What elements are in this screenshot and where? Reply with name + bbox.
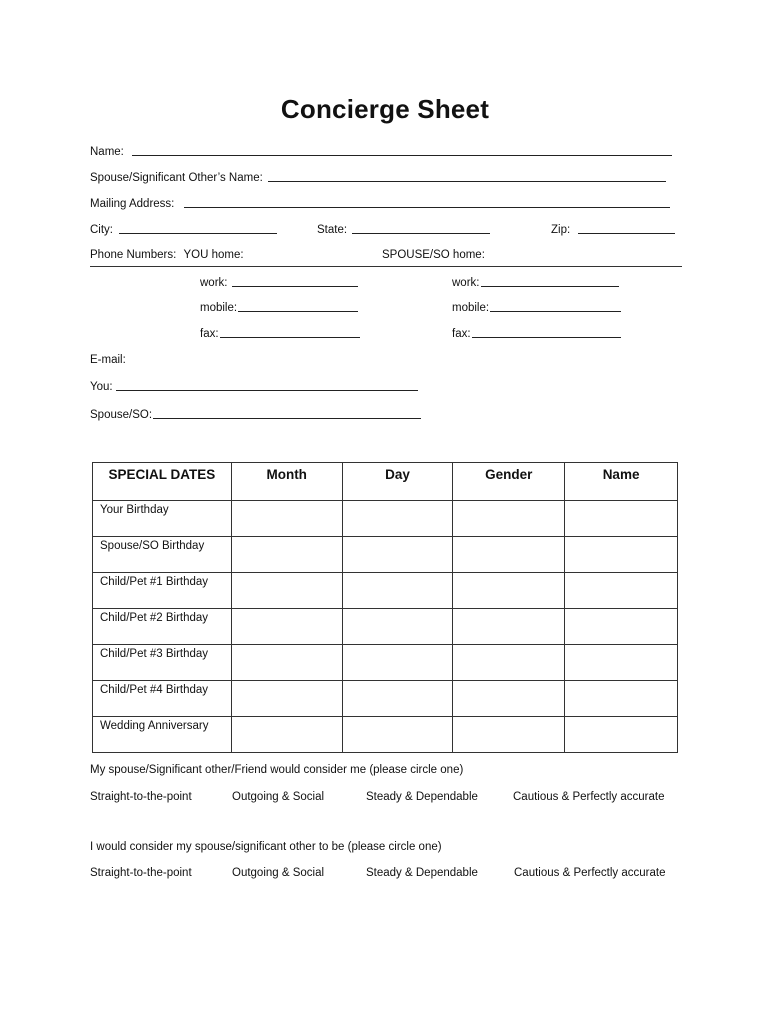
you-mobile-label: mobile: <box>200 302 238 314</box>
spouse-fax-label: fax: <box>452 328 471 340</box>
month-cell[interactable] <box>231 537 342 573</box>
q1-option-straight[interactable]: Straight-to-the-point <box>90 791 192 803</box>
city-label: City: <box>90 224 113 236</box>
question-1-prompt: My spouse/Significant other/Friend would consider me (please circle one) <box>90 764 464 776</box>
spouse-work-row <box>452 277 619 289</box>
spouse-fax-row <box>452 328 621 340</box>
you-work-input-line[interactable] <box>232 285 358 287</box>
day-cell[interactable] <box>342 681 453 717</box>
address-field-row <box>90 198 670 210</box>
city-input-line[interactable] <box>119 232 277 234</box>
header-special-dates: SPECIAL DATES <box>93 463 232 501</box>
phone-heading-row <box>90 249 244 261</box>
email-spouse-input-line[interactable] <box>153 417 421 419</box>
gender-cell[interactable] <box>453 717 565 753</box>
you-fax-label: fax: <box>200 328 219 340</box>
address-label: Mailing Address: <box>90 198 175 210</box>
row-label: Your Birthday <box>93 501 232 537</box>
table-row <box>93 501 678 537</box>
row-label: Child/Pet #2 Birthday <box>93 609 232 645</box>
day-cell[interactable] <box>342 573 453 609</box>
q2-option-steady[interactable]: Steady & Dependable <box>366 867 478 879</box>
spouse-work-label: work: <box>452 277 480 289</box>
spouse-home-label: SPOUSE/SO home: <box>382 249 485 261</box>
q1-option-steady[interactable]: Steady & Dependable <box>366 791 478 803</box>
you-mobile-row <box>200 302 358 314</box>
gender-cell[interactable] <box>453 537 565 573</box>
city-field-row <box>90 224 277 236</box>
day-cell[interactable] <box>342 501 453 537</box>
you-work-row <box>200 277 358 289</box>
gender-cell[interactable] <box>453 501 565 537</box>
table-row <box>93 609 678 645</box>
spouse-fax-input-line[interactable] <box>472 336 621 338</box>
you-home-label: YOU home: <box>183 249 244 261</box>
spouse-work-input-line[interactable] <box>481 285 619 287</box>
gender-cell[interactable] <box>453 645 565 681</box>
name-cell[interactable] <box>565 609 678 645</box>
name-input-line[interactable] <box>132 154 672 156</box>
month-cell[interactable] <box>231 501 342 537</box>
header-name: Name <box>565 463 678 501</box>
spouse-mobile-input-line[interactable] <box>490 310 621 312</box>
name-cell[interactable] <box>565 717 678 753</box>
row-label: Child/Pet #3 Birthday <box>93 645 232 681</box>
spouse-name-label: Spouse/Significant Other’s Name: <box>90 172 263 184</box>
name-cell[interactable] <box>565 573 678 609</box>
name-field-row <box>90 146 672 158</box>
email-you-label: You: <box>90 381 113 393</box>
spouse-field-row <box>90 172 666 184</box>
table-row <box>93 573 678 609</box>
gender-cell[interactable] <box>453 609 565 645</box>
address-input-line[interactable] <box>184 206 670 208</box>
state-field-row <box>317 224 490 236</box>
table-row <box>93 717 678 753</box>
name-cell[interactable] <box>565 501 678 537</box>
row-label: Child/Pet #4 Birthday <box>93 681 232 717</box>
q1-option-outgoing[interactable]: Outgoing & Social <box>232 791 325 803</box>
special-dates-table <box>92 462 678 753</box>
email-you-row <box>90 381 418 393</box>
month-cell[interactable] <box>231 645 342 681</box>
table-row <box>93 537 678 573</box>
month-cell[interactable] <box>231 609 342 645</box>
header-gender: Gender <box>453 463 565 501</box>
you-fax-input-line[interactable] <box>220 336 360 338</box>
month-cell[interactable] <box>231 681 342 717</box>
phone-heading: Phone Numbers: <box>90 249 177 261</box>
q2-option-outgoing[interactable]: Outgoing & Social <box>232 867 325 879</box>
question-2-prompt: I would consider my spouse/significant other to be (please circle one) <box>90 841 442 853</box>
zip-field-row <box>551 224 675 236</box>
spouse-mobile-label: mobile: <box>452 302 490 314</box>
spouse-name-input-line[interactable] <box>268 180 666 182</box>
row-label: Child/Pet #1 Birthday <box>93 573 232 609</box>
q1-option-cautious[interactable]: Cautious & Perfectly accurate <box>513 791 665 803</box>
gender-cell[interactable] <box>453 681 565 717</box>
row-label: Wedding Anniversary <box>93 717 232 753</box>
q2-option-cautious[interactable]: Cautious & Perfectly accurate <box>514 867 666 879</box>
email-heading: E-mail: <box>90 354 126 366</box>
day-cell[interactable] <box>342 609 453 645</box>
row-label: Spouse/SO Birthday <box>93 537 232 573</box>
email-spouse-label: Spouse/SO: <box>90 409 153 421</box>
phone-divider <box>90 266 682 267</box>
page-title: Concierge Sheet <box>280 94 490 124</box>
spouse-mobile-row <box>452 302 621 314</box>
header-month: Month <box>231 463 342 501</box>
table-header-row <box>93 463 678 501</box>
email-you-input-line[interactable] <box>116 389 418 391</box>
name-cell[interactable] <box>565 537 678 573</box>
month-cell[interactable] <box>231 573 342 609</box>
name-label: Name: <box>90 146 124 158</box>
day-cell[interactable] <box>342 717 453 753</box>
you-work-label: work: <box>200 277 228 289</box>
header-day: Day <box>342 463 453 501</box>
you-mobile-input-line[interactable] <box>238 310 358 312</box>
gender-cell[interactable] <box>453 573 565 609</box>
name-cell[interactable] <box>565 645 678 681</box>
zip-label: Zip: <box>551 224 571 236</box>
table-row <box>93 681 678 717</box>
table-row <box>93 645 678 681</box>
zip-input-line[interactable] <box>578 232 675 234</box>
state-label: State: <box>317 224 348 236</box>
day-cell[interactable] <box>342 537 453 573</box>
email-spouse-row <box>90 409 421 421</box>
name-cell[interactable] <box>565 681 678 717</box>
state-input-line[interactable] <box>352 232 490 234</box>
you-fax-row <box>200 328 360 340</box>
day-cell[interactable] <box>342 645 453 681</box>
month-cell[interactable] <box>231 717 342 753</box>
q2-option-straight[interactable]: Straight-to-the-point <box>90 867 192 879</box>
